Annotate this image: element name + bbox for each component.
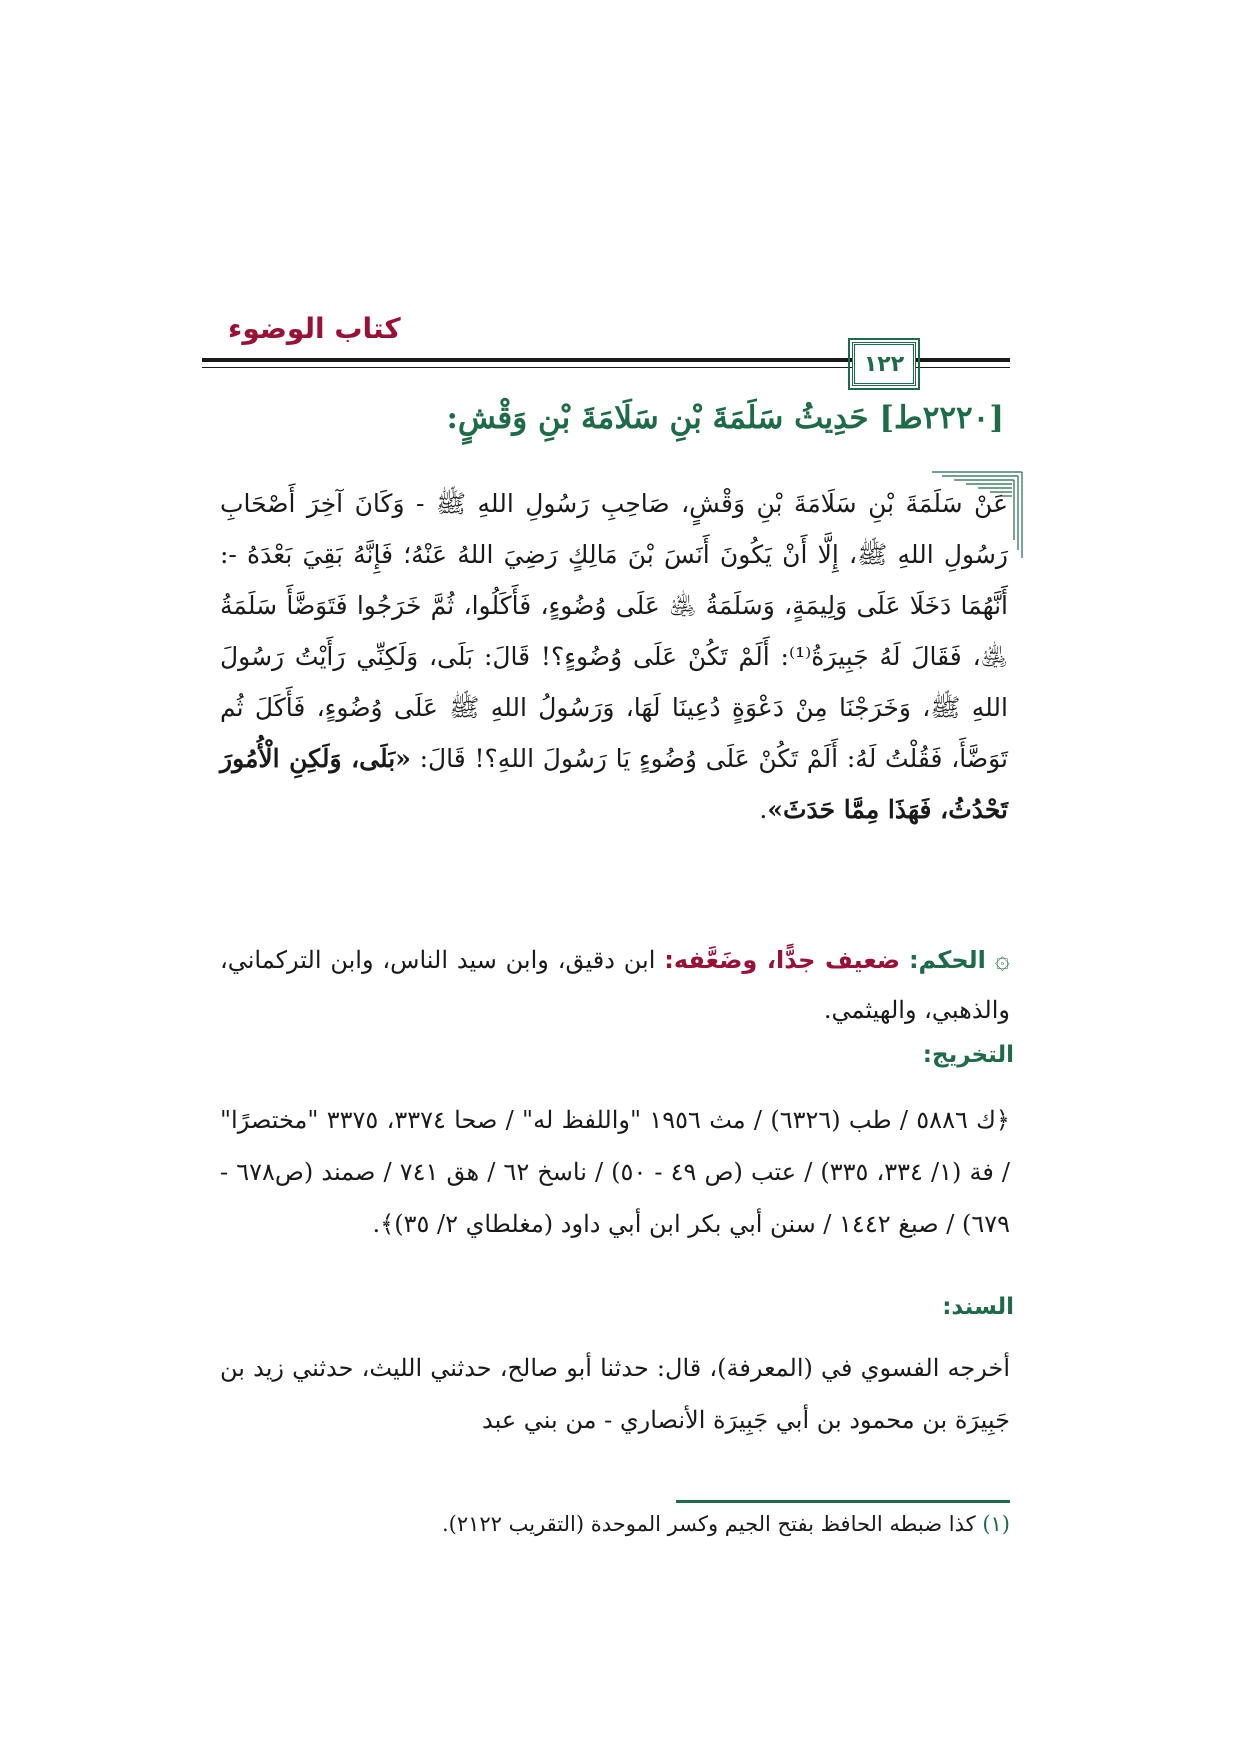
takhrij-title: التخريج: [922, 1042, 1014, 1068]
hadith-body: عَنْ سَلَمَةَ بْنِ سَلَامَةَ بْنِ وَقْشٍ، صَاحِبِ رَسُولِ اللهِ ﷺ - وَكَانَ آخِرَ أَصْحَابِ رَسُولِ اللهِ ﷺ، إِلَّا أَنْ يَكُونَ أَنَسَ بْنَ مَالِكٍ رَضِيَ اللهُ عَنْهُ؛ فَإِنَّهُ بَقِيَ بَعْدَهُ -: أَنَّهُمَا دَخَلَا عَلَى وَلِيمَةٍ، وَسَلَمَةُ ﵁ عَلَى وُضُوءٍ، فَأَكَلُوا، ثُمَّ خَرَجُوا فَتَوَضَّأَ سَلَمَةُ ﵁، فَقَالَ لَهُ جَبِيرَةُ⁽¹⁾: أَلَمْ تَكُنْ عَلَى وُضُوءٍ؟! قَالَ: بَلَى، وَلَكِنِّي رَأَيْتُ رَسُولَ اللهِ ﷺ، وَخَرَجْنَا مِنْ دَعْوَةٍ دُعِينَا لَهَا، وَرَسُولُ اللهِ ﷺ عَلَى وُضُوءٍ، فَأَكَلَ ثُم تَوَضَّأَ، فَقُلْتُ لَهُ: أَلَمْ تَكُنْ عَلَى وُضُوءٍ يَا رَسُولَ اللهِ؟! قَالَ: [220, 489, 1008, 773]
hadith-end: . [759, 795, 768, 824]
ruling-text: ابن دقيق، وابن سيد الناس، وابن التركماني، والذهبي، والهيثمي. [220, 946, 1010, 1024]
hadith-text [220, 478, 1008, 835]
running-head: كتاب الوضوء [228, 312, 401, 345]
footnote-text: كذا ضبطه الحافظ بفتح الجيم وكسر الموحدة (التقريب ٢١٢٢). [441, 1512, 976, 1536]
ruling-label: الحكم: [908, 946, 986, 974]
hadith-heading: [٢٢٢٠ط] حَدِيثُ سَلَمَةَ بْنِ سَلَامَةَ بْنِ وَقْشٍ: [446, 400, 1004, 436]
prophet-saying: «بَلَى، وَلَكِنِ الْأُمُورَ تَحْدُثُ، فَهَذَا مِمَّا حَدَثَ» [220, 744, 1008, 824]
takhrij-text: ﴿ك ٥٨٨٦ / طب (٦٣٢٦) / مث ١٩٥٦ "واللفظ له" / صحا ٣٣٧٤، ٣٣٧٥ "مختصرًا" / فة (١/ ٣٣٤، ٣٣٥) / عتب (ص ٤٩ - ٥٠) / ناسخ ٦٢ / هق ٧٤١ / صمند (ص٦٧٨ - ٦٧٩) / صبغ ١٤٤٢ / سنن أبي بكر ابن أبي داود (مغلطاي ٢/ ٣٥)﴾. [220, 1106, 1010, 1238]
ruling-grade: ضعيف جدًّا، وضَعَّفه: [664, 946, 901, 974]
footnote-number: (١) [982, 1512, 1010, 1536]
footnote-divider [676, 1500, 1010, 1503]
sanad-text: أخرجه الفسوي في (المعرفة)، قال: حدثنا أبو صالح، حدثني الليث، حدثني زيد بن جَبِيرَة بن محمود بن أبي جَبِيرَة الأنصاري - من بني عبد [220, 1354, 1010, 1434]
ruling [220, 935, 1010, 1035]
footnote [442, 1512, 1010, 1536]
sanad-title: السند: [942, 1294, 1014, 1320]
page-number: ١٢٢ [852, 342, 916, 386]
flower-icon: ۞ [994, 945, 1010, 975]
